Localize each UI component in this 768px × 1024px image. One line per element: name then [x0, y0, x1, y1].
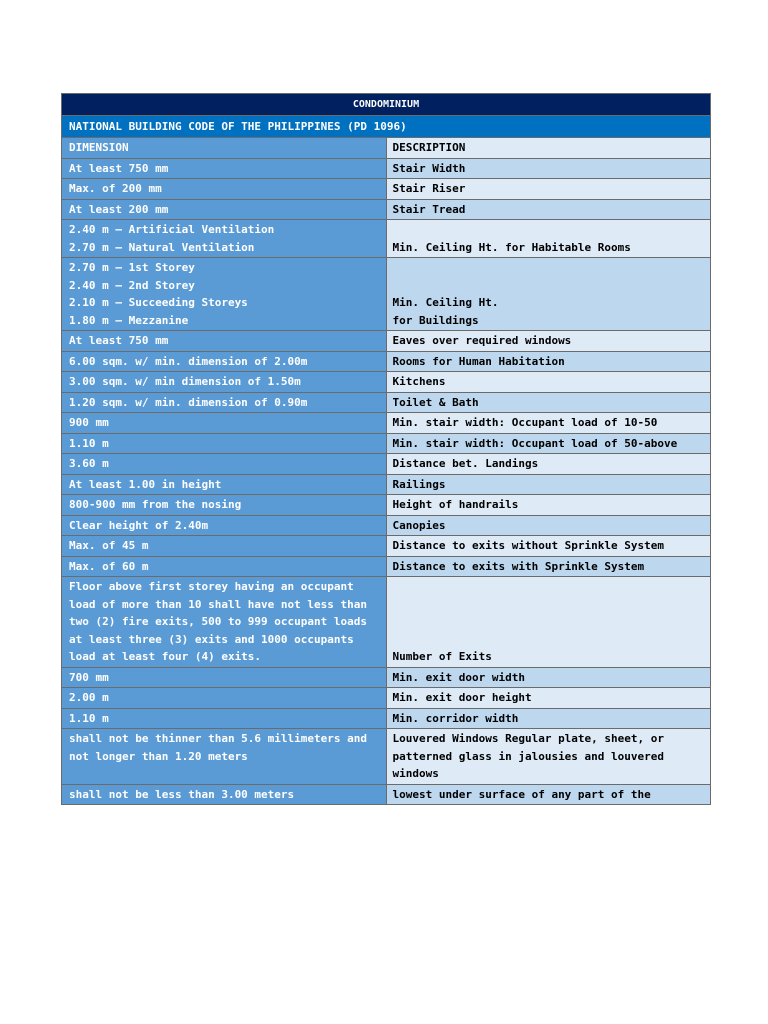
- table-row: [62, 258, 711, 331]
- dimension-text: shall not be thinner than 5.6 millimeters and not longer than 1.20 meters: [69, 732, 368, 763]
- header-dimension: DIMENSION: [62, 138, 387, 159]
- table-row: [62, 413, 711, 434]
- description-cell: [386, 351, 711, 372]
- dimension-cell: [62, 688, 387, 709]
- description-cell: [386, 220, 711, 258]
- dimension-text: 700 mm: [69, 670, 109, 684]
- description-text: Min. stair width: Occupant load of 50-above: [392, 436, 678, 450]
- dimension-cell: [62, 331, 387, 352]
- table-row: [62, 372, 711, 393]
- table-row: [62, 199, 711, 220]
- table-title: CONDOMINIUM: [62, 94, 711, 116]
- table-row: [62, 708, 711, 729]
- dimension-text: 2.00 m: [69, 691, 109, 704]
- dimension-text: 2.40 m – Artificial Ventilation: [69, 223, 275, 236]
- table-subtitle: NATIONAL BUILDING CODE OF THE PHILIPPINES (PD 1096): [62, 116, 711, 138]
- table-row: [62, 556, 711, 577]
- table-row: [62, 331, 711, 352]
- description-cell: [386, 258, 711, 331]
- dimension-text: At least 750 mm: [69, 334, 169, 347]
- dimension-cell: [62, 556, 387, 577]
- description-text: Min. corridor width: [392, 711, 519, 725]
- dimension-text: 800-900 mm from the nosing: [69, 498, 242, 511]
- dimension-cell: [62, 372, 387, 393]
- description-cell: [386, 729, 711, 785]
- table-row: [62, 351, 711, 372]
- description-text: Min. stair width: Occupant load of 10-50: [392, 416, 658, 429]
- description-cell: [386, 688, 711, 709]
- description-text: Canopies: [392, 518, 446, 532]
- description-cell: [386, 556, 711, 577]
- description-cell: [386, 372, 711, 393]
- dimension-cell: [62, 158, 387, 179]
- condominium-code-table: [61, 93, 711, 805]
- table-row: [62, 220, 711, 258]
- table-row: [62, 515, 711, 536]
- description-text: Min. Ceiling Ht. for Habitable Rooms: [392, 240, 631, 254]
- description-text: Railings: [392, 477, 446, 491]
- dimension-text: 900 mm: [69, 416, 109, 429]
- dimension-text: Max. of 200 mm: [69, 182, 162, 195]
- table-row: [62, 179, 711, 200]
- dimension-cell: [62, 220, 387, 258]
- description-cell: [386, 577, 711, 668]
- dimension-text: Clear height of 2.40m: [69, 518, 209, 532]
- dimension-text: 1.20 sqm. w/ min. dimension of 0.90m: [69, 395, 308, 409]
- description-text: Height of handrails: [392, 498, 519, 511]
- header-description: DESCRIPTION: [386, 138, 711, 159]
- dimension-text: Max. of 45 m: [69, 539, 149, 552]
- table-row: [62, 495, 711, 516]
- dimension-text: 2.70 m – 1st Storey: [69, 261, 195, 274]
- dimension-cell: [62, 536, 387, 557]
- dimension-text: At least 750 mm: [69, 161, 169, 175]
- dimension-cell: [62, 392, 387, 413]
- dimension-text: 3.00 sqm. w/ min dimension of 1.50m: [69, 375, 301, 388]
- description-cell: [386, 433, 711, 454]
- dimension-cell: [62, 474, 387, 495]
- dimension-cell: [62, 199, 387, 220]
- dimension-text: Floor above first storey having an occupant load of more than 10 shall have not less than two (2) fire exits, 500 to 999 occupant loads at least three (3) exits and 1000 occupants load at least four (4) exits.: [69, 580, 368, 663]
- description-cell: [386, 392, 711, 413]
- description-cell: [386, 454, 711, 475]
- description-cell: [386, 536, 711, 557]
- description-text: Toilet & Bath: [392, 395, 479, 409]
- dimension-cell: [62, 454, 387, 475]
- description-cell: [386, 413, 711, 434]
- table-row: [62, 158, 711, 179]
- description-text: Distance to exits without Sprinkle System: [392, 539, 665, 552]
- table-row: [62, 667, 711, 688]
- dimension-cell: [62, 708, 387, 729]
- description-text: for Buildings: [392, 313, 479, 327]
- table-row: [62, 474, 711, 495]
- dimension-cell: [62, 667, 387, 688]
- description-cell: [386, 784, 711, 805]
- description-text: Eaves over required windows: [392, 334, 572, 347]
- description-cell: [386, 515, 711, 536]
- dimension-cell: [62, 258, 387, 331]
- description-cell: [386, 708, 711, 729]
- description-cell: [386, 179, 711, 200]
- description-text: Stair Width: [392, 161, 466, 175]
- dimension-text: 2.10 m – Succeeding Storeys: [69, 296, 248, 309]
- description-text: Min. Ceiling Ht.: [392, 296, 499, 309]
- dimension-text: 6.00 sqm. w/ min. dimension of 2.00m: [69, 354, 308, 368]
- description-text: Number of Exits: [392, 650, 492, 663]
- building-code-table-page: [61, 93, 711, 805]
- description-text: Louvered Windows Regular plate, sheet, or patterned glass in jalousies and louvered windows: [392, 732, 665, 780]
- description-cell: [386, 331, 711, 352]
- description-text: Stair Tread: [392, 202, 466, 216]
- dimension-cell: [62, 515, 387, 536]
- dimension-cell: [62, 433, 387, 454]
- dimension-text: Max. of 60 m: [69, 559, 149, 573]
- description-cell: [386, 158, 711, 179]
- description-text: Kitchens: [392, 375, 446, 388]
- description-cell: [386, 199, 711, 220]
- table-row: [62, 536, 711, 557]
- dimension-text: At least 1.00 in height: [69, 477, 222, 491]
- dimension-cell: [62, 729, 387, 785]
- dimension-text: 1.80 m – Mezzanine: [69, 313, 189, 327]
- description-text: Rooms for Human Habitation: [392, 354, 565, 368]
- table-row: [62, 688, 711, 709]
- table-row: [62, 784, 711, 805]
- table-row: [62, 729, 711, 785]
- description-text: lowest under surface of any part of the: [392, 787, 651, 801]
- table-row: [62, 577, 711, 668]
- table-row: [62, 392, 711, 413]
- description-text: Distance bet. Landings: [392, 457, 539, 470]
- description-text: Min. exit door width: [392, 670, 525, 684]
- dimension-text: At least 200 mm: [69, 202, 169, 216]
- dimension-cell: [62, 351, 387, 372]
- description-cell: [386, 474, 711, 495]
- dimension-text: 3.60 m: [69, 457, 109, 470]
- dimension-cell: [62, 577, 387, 668]
- description-cell: [386, 495, 711, 516]
- dimension-cell: [62, 413, 387, 434]
- dimension-cell: [62, 495, 387, 516]
- dimension-cell: [62, 179, 387, 200]
- table-row: [62, 433, 711, 454]
- table-row: [62, 454, 711, 475]
- dimension-cell: [62, 784, 387, 805]
- description-cell: [386, 667, 711, 688]
- dimension-text: 2.70 m – Natural Ventilation: [69, 240, 255, 254]
- description-text: Distance to exits with Sprinkle System: [392, 559, 645, 573]
- dimension-text: 1.10 m: [69, 436, 109, 450]
- description-text: Min. exit door height: [392, 691, 532, 704]
- description-text: Stair Riser: [392, 182, 466, 195]
- dimension-text: 2.40 m – 2nd Storey: [69, 278, 195, 292]
- dimension-text: 1.10 m: [69, 711, 109, 725]
- dimension-text: shall not be less than 3.00 meters: [69, 787, 295, 801]
